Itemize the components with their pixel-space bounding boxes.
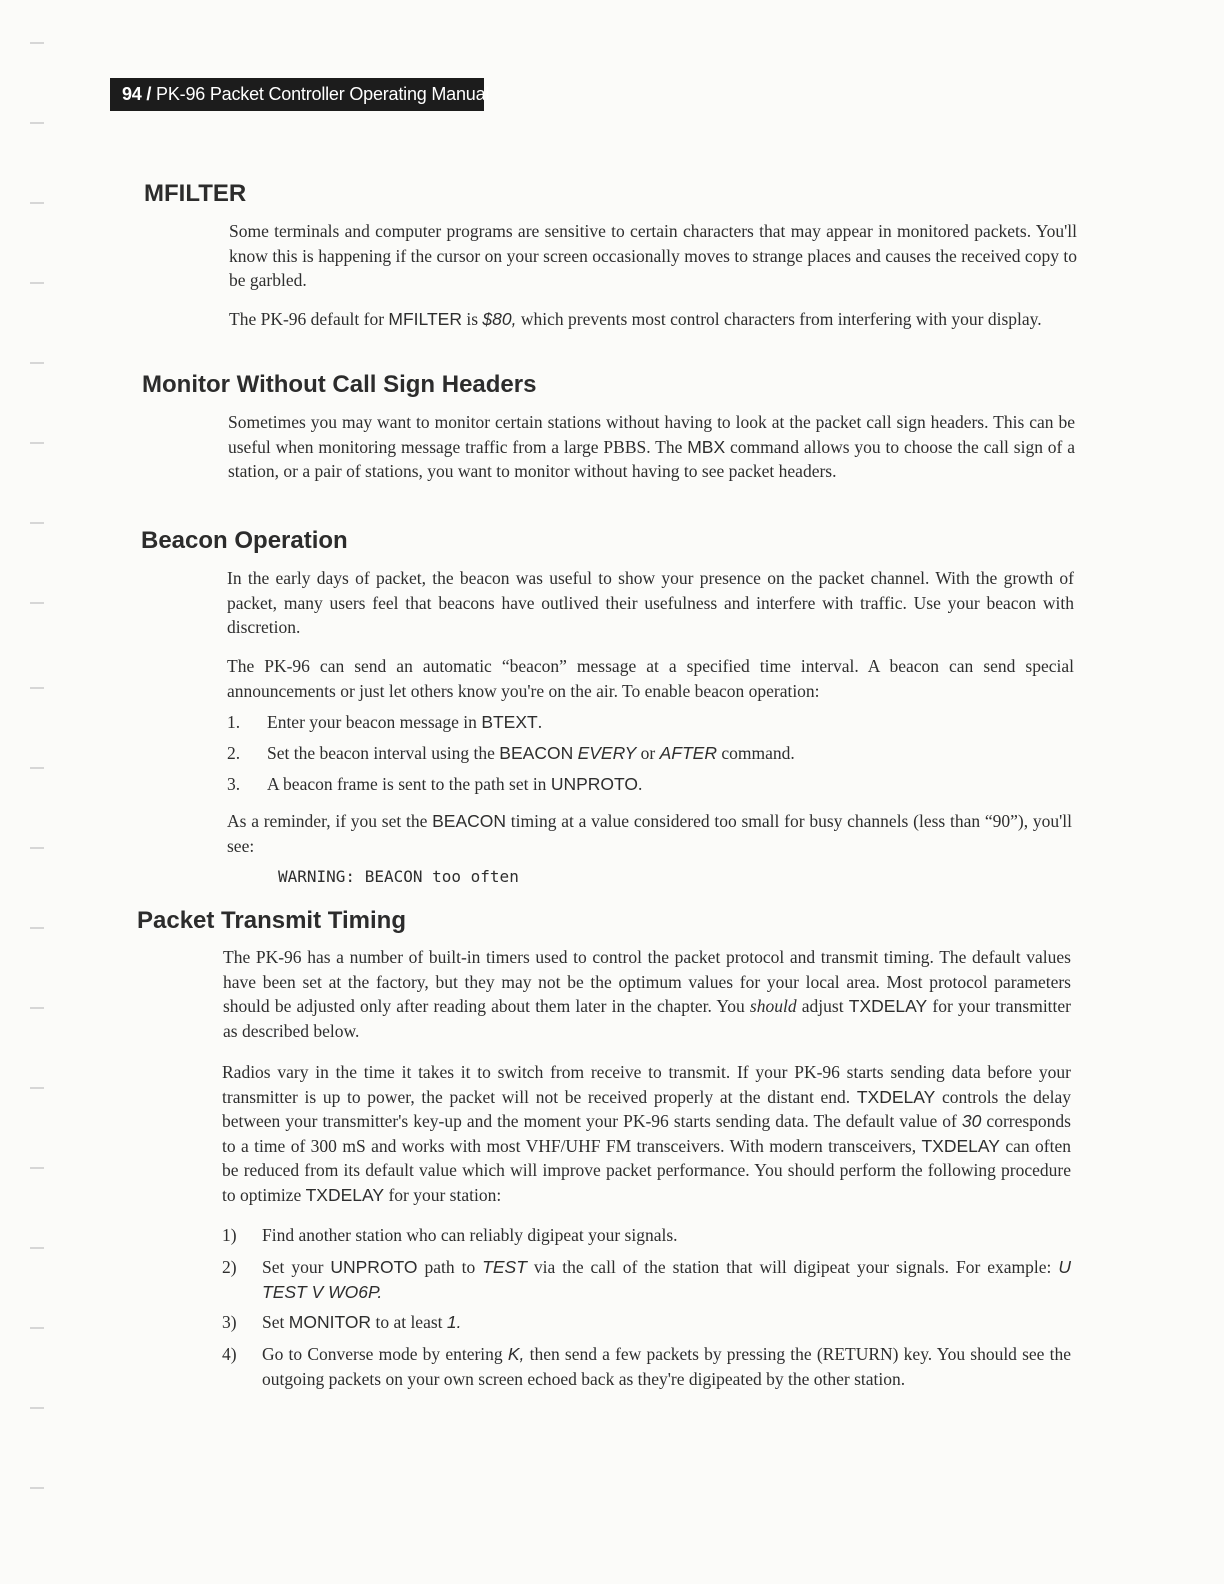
value: $80,	[482, 309, 517, 329]
mfilter-paragraph-1: Some terminals and computer programs are sensitive to certain characters that may appear in monitored packets. You'll know this is happening if the cursor on your screen occasionally moves to strange places and causes the received copy to be garbled.	[229, 221, 1077, 290]
text: for your station:	[384, 1184, 502, 1205]
option-value: AFTER	[659, 743, 717, 763]
text: Set your	[262, 1257, 331, 1277]
text: to at least	[371, 1312, 447, 1332]
step-number: 1.	[227, 712, 241, 732]
text: corresponds to a time of 300 mS and works with most VHF/UHF FM transceivers. With modern transceivers,	[222, 1111, 1071, 1156]
text: Enter your beacon message in	[267, 712, 482, 732]
mfilter-paragraph-2	[229, 307, 1077, 332]
text: .	[537, 712, 543, 732]
text: Set the beacon interval using the	[267, 743, 500, 763]
running-header	[110, 78, 490, 111]
text: which prevents most control characters from interfering with your display.	[516, 309, 1042, 329]
command-name: MFILTER	[388, 309, 462, 329]
text: A beacon frame is sent to the path set in	[267, 774, 551, 794]
txtiming-step-2	[222, 1255, 1071, 1305]
emphasis: should	[749, 996, 797, 1016]
heading-packet-transmit-timing: Packet Transmit Timing	[137, 907, 406, 934]
txtiming-paragraph-1	[223, 945, 1071, 1043]
heading-beacon: Beacon Operation	[141, 527, 348, 554]
text: As a reminder, if you set the	[227, 811, 433, 831]
command-name: TXDELAY	[305, 1184, 385, 1205]
value: 1.	[446, 1312, 462, 1332]
text: Sometimes you may want to monitor certain stations without having to look at the packet call sign headers. This can be useful when monitoring message traffic from a large PBBS. The	[228, 412, 1075, 457]
option-value: EVERY	[577, 743, 637, 763]
beacon-paragraph-3	[227, 809, 1072, 858]
text: Radios vary in the time it takes it to switch from receive to transmit. If your PK-96 starts sending data before your transmitter is up to power, the packet will not be received properly at the distant end.	[222, 1062, 1071, 1107]
value: 30	[961, 1111, 982, 1131]
text: Go to Converse mode by entering	[262, 1344, 508, 1364]
txtiming-paragraph-2	[222, 1060, 1071, 1207]
beacon-step-2	[227, 741, 1074, 766]
example-command: U TEST V WO6P.	[262, 1257, 1071, 1302]
value: K,	[507, 1344, 525, 1364]
command-name: TXDELAY	[921, 1135, 1000, 1156]
step-number: 3.	[227, 774, 241, 794]
text: via the call of the station that will digipeat your signals. For example:	[526, 1257, 1059, 1277]
step-number: 3)	[222, 1312, 237, 1332]
command-name: UNPROTO	[550, 774, 638, 794]
text: is	[461, 309, 483, 329]
command-name: UNPROTO	[330, 1257, 418, 1277]
txtiming-step-4	[222, 1342, 1071, 1417]
text: The PK-96 default for	[229, 309, 389, 329]
text: then send a few packets by pressing the (RETURN) key. You should see the outgoing packets on your own screen echoed back as they're digipeated by the other station.	[262, 1344, 1072, 1389]
command-name: BEACON	[499, 743, 574, 763]
text: The PK-96 has a number of built-in timers used to control the packet protocol and transmit timing. The default values have been set at the factory, but they may not be the optimum values for your local area. Most protocol parameters should be adjusted only after reading about them later in the chapter. You	[223, 947, 1071, 1016]
text: can often be reduced from its default value which will improve packet performance. You should perform the following procedure to optimize	[222, 1135, 1071, 1205]
warning-message: WARNING: BEACON too often	[278, 867, 519, 886]
text: .	[638, 774, 643, 794]
command-name: TXDELAY	[856, 1086, 936, 1107]
command-name: TXDELAY	[848, 996, 928, 1016]
text: controls the delay between your transmitter's key-up and the moment your PK-96 starts sending data. The default value of	[222, 1086, 1072, 1131]
manual-title: PK-96 Packet Controller Operating Manual	[156, 84, 490, 104]
beacon-paragraph-1: In the early days of packet, the beacon was useful to show your presence on the packet channel. With the growth of packet, many users feel that beacons have outlived their usefulness and interfere with traffic. Use your beacon with discretion.	[227, 568, 1074, 637]
step-number: 2.	[227, 743, 241, 763]
text: adjust	[796, 996, 849, 1016]
text: command allows you to choose the call sign of a station, or a pair of stations, you want to monitor without having to see packet headers.	[228, 436, 1075, 481]
text: Set	[262, 1312, 289, 1332]
command-name: MBX	[687, 436, 726, 457]
step-number: 2)	[222, 1257, 237, 1277]
text: command.	[716, 743, 795, 763]
txtiming-step-1	[222, 1223, 1071, 1248]
command-name: BEACON	[432, 811, 507, 831]
command-name: BTEXT	[481, 712, 538, 732]
txtiming-step-3	[222, 1310, 1071, 1335]
beacon-step-1	[227, 710, 1074, 735]
monitor-paragraph-1	[228, 410, 1075, 484]
text: path to	[417, 1257, 483, 1277]
step-number: 4)	[222, 1344, 237, 1364]
value: TEST	[482, 1257, 527, 1277]
heading-mfilter: MFILTER	[144, 180, 247, 207]
heading-monitor: Monitor Without Call Sign Headers	[142, 371, 537, 398]
text: timing at a value considered too small for busy channels (less than “90”), you'll see:	[227, 811, 1072, 856]
step-number: 1)	[222, 1225, 237, 1245]
command-name: MONITOR	[288, 1312, 372, 1332]
margin-tick-marks	[30, 0, 44, 1584]
beacon-paragraph-2: The PK-96 can send an automatic “beacon” message at a specified time interval. A beacon can send special announcements or just let others know you're on the air. To enable beacon operation:	[227, 656, 1074, 701]
text: for your transmitter as described below.	[223, 996, 1071, 1041]
step-text: Find another station who can reliably digipeat your signals.	[262, 1225, 678, 1245]
text: or	[636, 743, 660, 763]
beacon-step-3	[227, 772, 1074, 797]
page-number: 94 /	[122, 84, 152, 104]
